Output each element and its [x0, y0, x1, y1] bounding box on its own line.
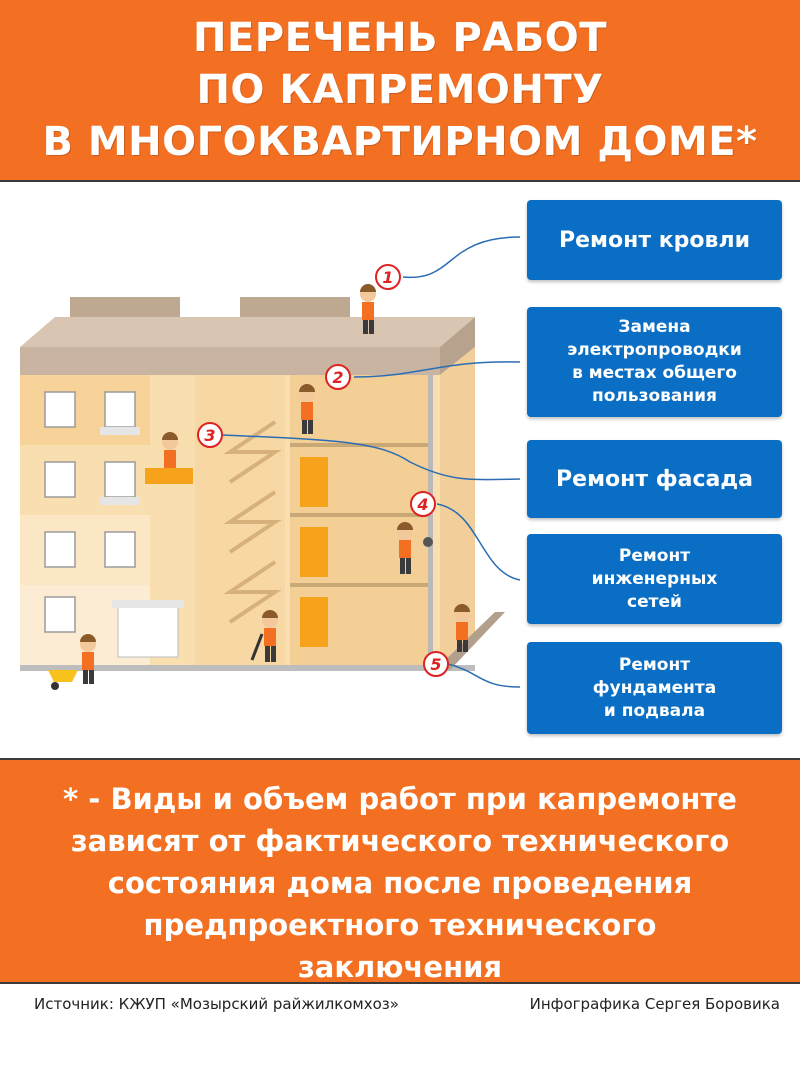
- title-line-1: ПЕРЕЧЕНЬ РАБОТ: [192, 15, 608, 61]
- svg-text:2: 2: [332, 368, 344, 387]
- item-facade-repair-label: Ремонт фасада: [556, 466, 753, 492]
- title-line-3: В МНОГОКВАРТИРНОМ ДОМЕ*: [42, 119, 758, 165]
- item-wiring-line-2: электропроводки: [567, 340, 742, 360]
- item-utilities-line-2: инженерных: [591, 568, 718, 589]
- marker-1: [376, 265, 400, 289]
- facade-cradle: [145, 468, 193, 484]
- item-foundation-line-1: Ремонт: [618, 654, 691, 675]
- item-foundation-repair: [527, 642, 782, 734]
- item-wiring-line-1: Замена: [618, 317, 691, 337]
- item-utilities-line-1: Ремонт: [618, 545, 691, 566]
- svg-text:4: 4: [417, 495, 429, 514]
- worker-cradle: [162, 432, 178, 468]
- elevator-door-1: [300, 457, 328, 507]
- item-roof-repair-label: Ремонт кровли: [559, 227, 750, 253]
- svg-text:3: 3: [204, 426, 216, 445]
- marker-3: [198, 423, 222, 447]
- marker-2: [326, 365, 350, 389]
- roof-edge: [20, 347, 440, 375]
- roof-vent-left: [70, 297, 180, 317]
- drainpipe: [428, 375, 433, 665]
- item-wiring-line-3: в местах общего: [572, 363, 737, 383]
- entrance-canopy: [112, 600, 184, 608]
- roof-vent-right: [240, 297, 350, 317]
- item-utilities-line-3: сетей: [627, 591, 682, 612]
- balcony-1: [100, 427, 140, 435]
- item-wiring-replacement: [527, 307, 782, 417]
- marker-5: [424, 652, 448, 676]
- svg-text:1: 1: [382, 268, 394, 287]
- balcony-2: [100, 497, 140, 505]
- elevator-door-3: [300, 597, 328, 647]
- item-utilities-repair: [527, 534, 782, 624]
- item-roof-repair: [527, 200, 782, 280]
- title-line-2: ПО КАПРЕМОНТУ: [196, 67, 604, 113]
- footnote-line-5: заключения: [297, 950, 503, 984]
- source-text: Источник: КЖУП «Мозырский райжилкомхоз»: [34, 995, 399, 1013]
- credit-text: Инфографика Сергея Боровика: [529, 995, 780, 1013]
- footnote-banner: [0, 758, 800, 984]
- footnote-line-4: предпроектного технического: [143, 908, 657, 942]
- elevator-door-2: [300, 527, 328, 577]
- entrance: [118, 607, 178, 657]
- title-banner: [0, 0, 800, 182]
- item-foundation-line-2: фундамента: [592, 677, 717, 698]
- item-facade-repair: [527, 440, 782, 518]
- marker-4: [411, 492, 435, 516]
- building-illustration: [0, 182, 800, 757]
- item-foundation-line-3: и подвала: [603, 700, 706, 721]
- svg-text:5: 5: [430, 655, 442, 674]
- footnote-line-3: состояния дома после проведения: [107, 866, 693, 900]
- footnote-line-2: зависят от фактического технического: [70, 824, 730, 858]
- roof-top: [20, 317, 475, 347]
- footnote-line-1: * - Виды и объем работ при капремонте: [63, 782, 737, 816]
- item-wiring-line-4: пользования: [591, 386, 717, 406]
